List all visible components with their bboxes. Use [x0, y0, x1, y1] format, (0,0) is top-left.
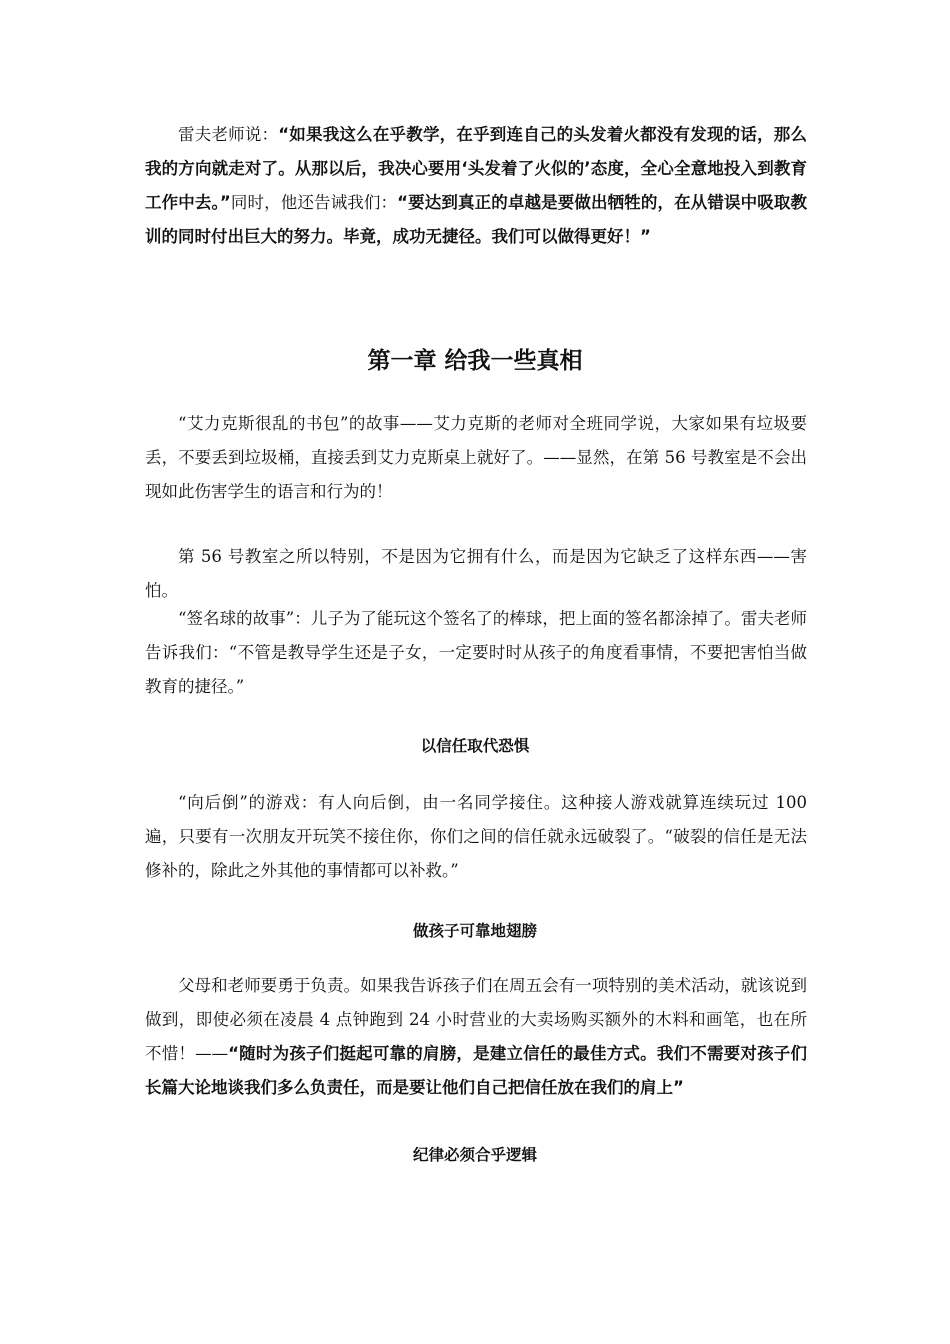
paragraph-responsibility [145, 969, 807, 1105]
chapter-title: 第一章 给我一些真相 [367, 348, 583, 374]
section-heading-discipline: 纪律必须合乎逻辑 [412, 1146, 537, 1164]
section-heading-wings: 做孩子可靠地翅膀 [412, 922, 537, 940]
paragraph-alex-backpack: “艾力克斯很乱的书包”的故事——艾力克斯的老师对全班同学说，大家如果有垃圾要丢，不要丢到垃圾桶，直接丢到艾力克斯桌上就好了。——显然，在第 56 号教室是不会出现如此伤害学生的语言和行为的！ [145, 414, 807, 501]
intro-quote-2: “要达到真正的卓越是要做出牺牲的，在从错误中吸取教训的同时付出巨大的努力。毕竟，成功无捷径。我们可以做得更好！” [145, 193, 807, 246]
responsibility-text: 父母和老师要勇于负责。如果我告诉孩子们在周五会有一项特别的美术活动，就该说到做到，即使必须在凌晨 4 点钟跑到 24 小时营业的大卖场购买额外的木料和画笔，也在所不惜！—— [145, 976, 807, 1063]
paragraph-fall-back-game: “向后倒”的游戏：有人向后倒，由一名同学接住。这种接人游戏就算连续玩过 100 遍，只要有一次朋友开玩笑不接住你，你们之间的信任就永远破裂了。“破裂的信任是无法修补的，除此之外其他的事情都可以补救。” [145, 793, 807, 880]
intro-mid-text: 同时，他还告诫我们： [230, 193, 398, 212]
intro-paragraph [145, 118, 807, 254]
section-heading-trust: 以信任取代恐惧 [420, 737, 530, 755]
paragraph-signed-ball: “签名球的故事”：儿子为了能玩这个签名了的棒球，把上面的签名都涂掉了。雷夫老师告诉我们：“不管是教导学生还是子女，一定要时时从孩子的角度看事情，不要把害怕当做教育的捷径。” [145, 609, 807, 696]
intro-quote-1: “如果我这么在乎教学，在乎到连自己的头发着火都没有发现的话，那么我的方向就走对了。从那以后，我决心要用‘头发着了火似的’态度，全心全意地投入到教育工作中去。” [145, 125, 807, 212]
intro-speaker: 雷夫老师说： [178, 125, 279, 144]
paragraph-room-56: 第 56 号教室之所以特别，不是因为它拥有什么，而是因为它缺乏了这样东西——害怕。 [145, 547, 807, 600]
responsibility-quote: “随时为孩子们挺起可靠的肩膀，是建立信任的最佳方式。我们不需要对孩子们长篇大论地谈我们多么负责任，而是要让他们自己把信任放在我们的肩上” [145, 1044, 807, 1097]
